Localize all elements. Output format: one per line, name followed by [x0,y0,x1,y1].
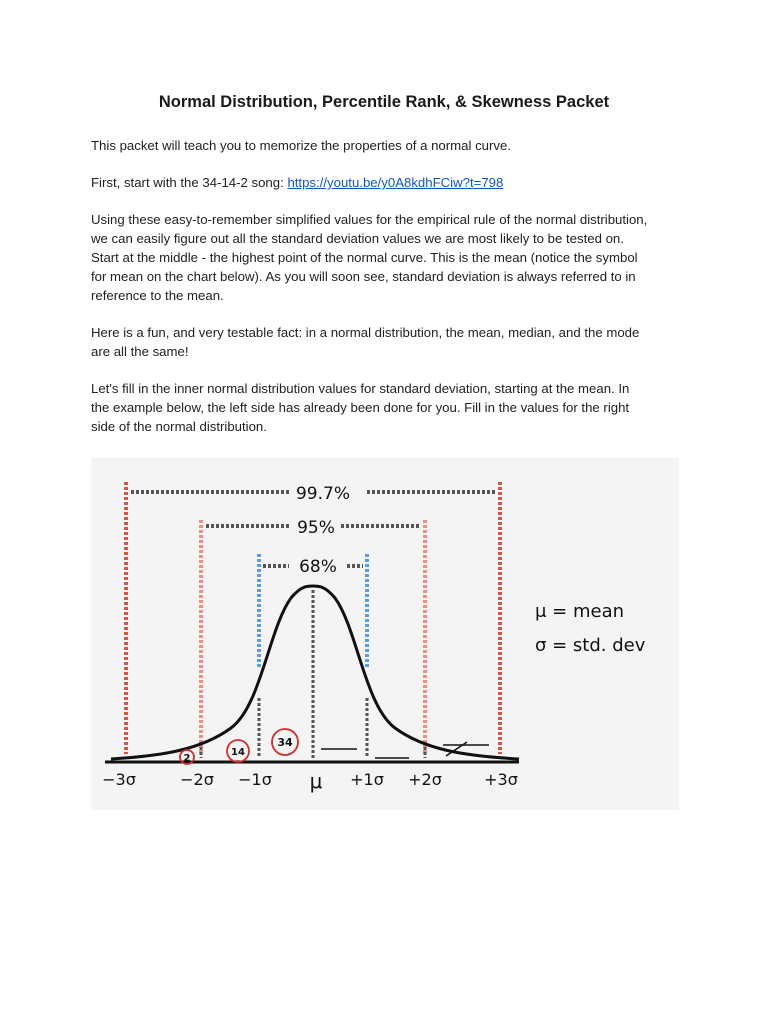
label-95: 95% [297,518,335,538]
axis-label-minus2: −2σ [180,770,214,789]
label-68: 68% [299,557,337,577]
empirical-line: Start at the middle - the highest point of the normal curve. This is the mean (notice the symbol [91,250,638,265]
fact-line: Here is a fun, and very testable fact: in a normal distribution, the mean, median, and the mode [91,325,640,340]
empirical-line: Using these easy-to-remember simplified values for the empirical rule of the normal distribution, [91,212,648,227]
fill-line: the example below, the left side has already been done for you. Fill in the values for the right [91,400,630,415]
legend-mean: μ = mean [535,601,625,622]
value-34: 34 [277,736,293,749]
axis-label-plus1: +1σ [350,770,384,789]
empirical-line: reference to the mean. [91,288,224,303]
axis-label-mu: μ [309,769,323,793]
value-14: 14 [231,747,245,758]
axis-label-minus1: −1σ [238,770,272,789]
song-prefix: First, start with the 34-14-2 song: [91,175,288,190]
empirical-line: for mean on the chart below). As you will soon see, standard deviation is always referred to in [91,269,636,284]
legend-std-dev: σ = std. dev [535,635,646,656]
fact-paragraph [91,323,681,361]
fill-line: Let's fill in the inner normal distribution values for standard deviation, starting at the mean. In [91,381,630,396]
empirical-line: we can easily figure out all the standard deviation values we are most likely to be tested on. [91,231,624,246]
axis-label-plus3: +3σ [484,770,518,789]
value-2: 2 [183,753,191,764]
fill-line: side of the normal distribution. [91,419,267,434]
axis-label-minus3: −3σ [102,770,136,789]
song-link[interactable]: https://youtu.be/y0A8kdhFCiw?t=798 [287,175,504,190]
intro-paragraph: This packet will teach you to memorize the properties of a normal curve. [91,138,511,153]
axis-label-plus2: +2σ [408,770,442,789]
label-997: 99.7% [295,484,351,504]
normal-distribution-figure [91,458,679,810]
fill-paragraph [91,379,681,436]
empirical-paragraph [91,210,681,305]
fact-line: are all the same! [91,344,189,359]
page-title: Normal Distribution, Percentile Rank, & Skewness Packet [158,93,610,111]
song-paragraph [91,173,681,192]
normal-curve-diagram [91,458,679,810]
bell-curve [111,586,519,759]
